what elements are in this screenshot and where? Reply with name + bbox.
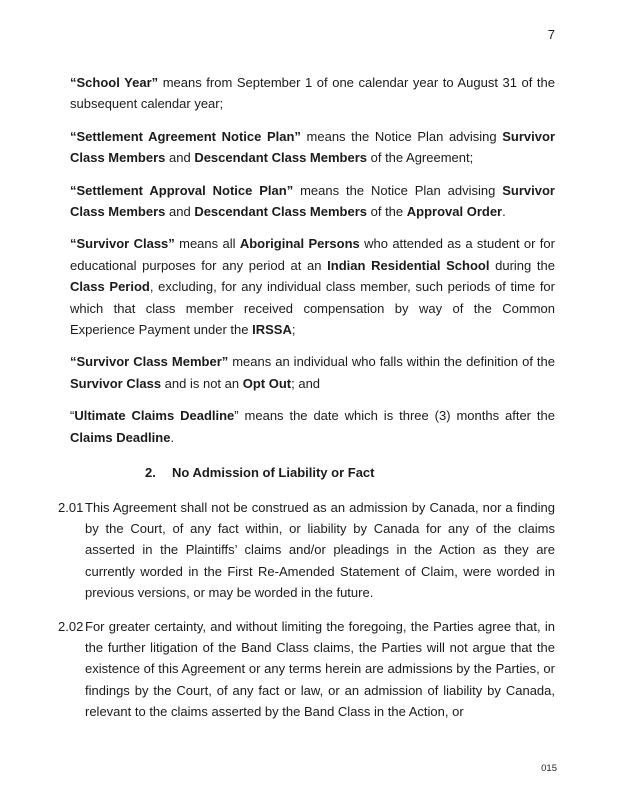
clause-number: 2.01 xyxy=(58,499,84,515)
defined-term: Survivor Class xyxy=(70,375,162,391)
clauses-list xyxy=(58,497,555,723)
definition-text: “ xyxy=(70,408,75,424)
definition-paragraph xyxy=(70,233,555,340)
defined-term: Indian Residential School xyxy=(327,257,490,273)
defined-term: Ultimate Claims Deadline xyxy=(74,408,235,424)
definition-text: , excluding, for any individual class member, such periods of time for which that class member received compensation by way of the Common Experience Payment under the xyxy=(70,279,555,338)
definition-text: ” means the date which is three (3) months after the xyxy=(234,408,556,424)
definition-text: means all xyxy=(174,236,240,252)
definition-paragraph xyxy=(70,351,555,394)
defined-term: “School Year” xyxy=(70,75,159,90)
defined-term: “Survivor Class Member” xyxy=(70,354,229,370)
defined-term: Opt Out xyxy=(242,375,292,391)
definition-text: means the Notice Plan advising xyxy=(300,128,503,144)
defined-term: “Settlement Approval Notice Plan” xyxy=(70,182,294,198)
clause-text: For greater certainty, and without limiting the foregoing, the Parties agree that, in the further litigation of the Band Class claims, the Parties will not argue that the existence of this Agreement or any terms herein are admissions by the Parties, or findings by the Court, of any fact or law, or an admission of liability by Canada, relevant to the claims asserted by the Band Class in the Action, or xyxy=(85,618,555,720)
defined-term: Approval Order xyxy=(406,204,503,220)
page-number: 7 xyxy=(547,27,555,42)
definition-text: . xyxy=(170,429,175,445)
clause-paragraph xyxy=(58,616,555,723)
clause-number: 2.02 xyxy=(58,618,84,634)
section-heading-number: 2. xyxy=(145,465,156,481)
definition-text: means the Notice Plan advising xyxy=(293,182,503,198)
defined-term: Claims Deadline xyxy=(70,429,171,445)
definition-text: and xyxy=(165,150,195,166)
clause-paragraph xyxy=(58,497,555,604)
definition-paragraph xyxy=(70,405,555,448)
definition-text: of the xyxy=(367,204,407,220)
defined-term: Aboriginal Persons xyxy=(239,236,360,252)
definition-paragraph xyxy=(70,126,555,169)
definition-text: who attended as a student or for educational purposes for any period at an xyxy=(70,236,555,273)
footer-stamp: 015 xyxy=(541,763,557,774)
defined-term: Class Period xyxy=(70,279,150,295)
defined-term: “Survivor Class” xyxy=(70,236,175,252)
defined-term: “Settlement Agreement Notice Plan” xyxy=(70,128,301,144)
clause-text: This Agreement shall not be construed as an admission by Canada, nor a finding by the Court, of any fact within, or liability by Canada for any of the claims asserted in the Plaintiffs’ claims and/or pleadings in the Action as they are currently worded in the First Re-Amended Statement of Claim, were worded in previous versions, or may be worded in the future. xyxy=(85,499,555,601)
defined-term: Descendant Class Members xyxy=(194,204,367,220)
definition-text: means from September 1 of one calendar year to August 31 of the subsequent calendar year; xyxy=(70,75,555,112)
definition-paragraph xyxy=(70,180,555,223)
defined-term: Descendant Class Members xyxy=(194,150,367,166)
definition-text: ; and xyxy=(291,375,321,391)
definition-paragraph xyxy=(70,72,555,115)
definition-text: . xyxy=(502,204,506,220)
defined-term: Survivor Class Members xyxy=(70,182,555,220)
defined-term: Survivor Class Members xyxy=(70,128,556,166)
definition-text: during the xyxy=(489,257,555,273)
section-heading xyxy=(70,462,555,483)
definition-text: and is not an xyxy=(161,375,243,391)
defined-term: IRSSA xyxy=(252,322,292,338)
definition-text: of the Agreement; xyxy=(367,150,474,166)
definition-text: and xyxy=(165,204,195,220)
definitions-list xyxy=(70,72,555,448)
page-content xyxy=(58,72,556,735)
definition-text: means an individual who falls within the definition of the xyxy=(228,354,555,370)
section-heading-title: No Admission of Liability or Fact xyxy=(172,465,375,481)
definition-text: ; xyxy=(291,322,296,338)
